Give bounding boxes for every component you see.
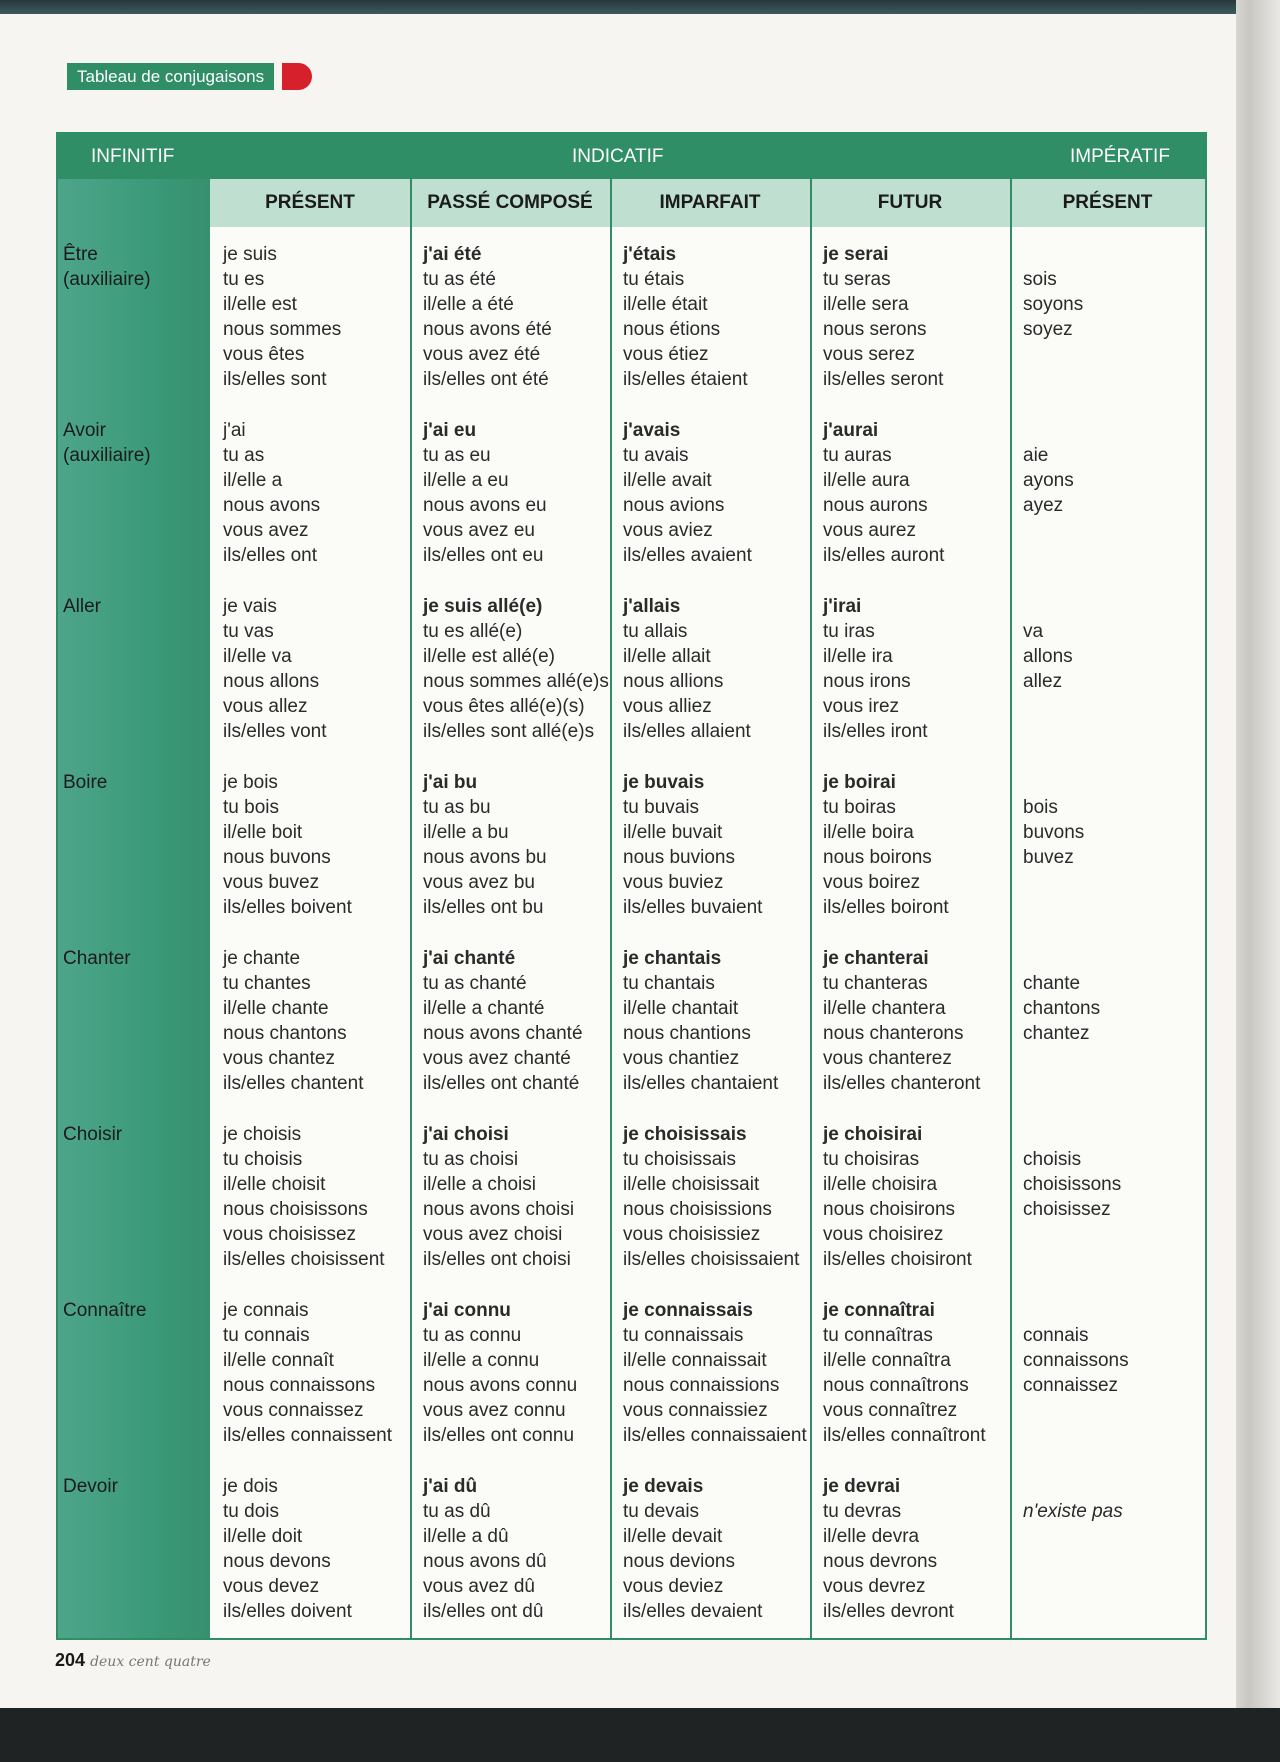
cell-imparfait	[623, 594, 751, 744]
conjugation-form: vous avez été	[423, 344, 541, 365]
verb-infinitive: Choisir	[63, 1124, 123, 1145]
conjugation-form: aie	[1023, 445, 1049, 466]
conjugation-form: il/elle choisissait	[623, 1174, 760, 1195]
verb-infinitive: Avoir (auxiliaire)	[63, 420, 151, 466]
page-number: 204	[55, 1650, 86, 1670]
conjugation-form: nous devons	[223, 1551, 331, 1572]
conjugation-form: ils/elles choisissent	[223, 1249, 385, 1270]
conjugation-form: il/elle boit	[223, 822, 303, 843]
conjugation-form: ils/elles connaissaient	[623, 1425, 807, 1446]
subheader-futur: FUTUR	[877, 192, 943, 213]
conjugation-form: bois	[1023, 797, 1058, 818]
conjugation-form: il/elle était	[623, 294, 708, 315]
conjugation-form: nous devions	[623, 1551, 735, 1572]
cell-present	[223, 1122, 385, 1272]
conjugation-form: il/elle a	[223, 470, 283, 491]
conjugation-form: ils/elles chantent	[223, 1073, 364, 1094]
conjugation-form: je bois	[223, 772, 278, 793]
conjugation-form: ils/elles iront	[823, 721, 928, 742]
conjugation-form: j'irai	[823, 596, 862, 617]
conjugation-form: vous aviez	[623, 520, 713, 541]
conjugation-form: je devais	[623, 1476, 704, 1497]
cell-imperatif	[1023, 619, 1073, 694]
cell-imparfait	[623, 1298, 807, 1448]
conjugation-form: soyons	[1023, 294, 1084, 315]
section-tab-label: Tableau de conjugaisons	[67, 63, 274, 90]
conjugation-form: nous avons	[223, 495, 321, 516]
conjugation-form: tu as chanté	[423, 973, 527, 994]
conjugation-form: j'ai eu	[423, 420, 477, 441]
top-print-band	[0, 0, 1280, 14]
conjugation-form: ils/elles ont eu	[423, 545, 544, 566]
page-folio	[55, 1650, 211, 1671]
conjugation-form: ils/elles sont allé(e)s	[423, 721, 595, 742]
cell-present	[223, 242, 341, 392]
cell-imparfait	[623, 418, 752, 568]
conjugation-form: tu chanteras	[823, 973, 928, 994]
header-indicatif: INDICATIF	[572, 146, 664, 167]
conjugation-form: ils/elles ont été	[423, 369, 549, 390]
conjugation-form: vous avez eu	[423, 520, 535, 541]
conjugation-form: nous devrons	[823, 1551, 938, 1572]
conjugation-form: nous chantons	[223, 1023, 347, 1044]
cell-passe-compose	[423, 418, 547, 568]
conjugation-form: j'ai chanté	[423, 948, 516, 969]
conjugation-form: vous avez chanté	[423, 1048, 571, 1069]
conjugation-form: ils/elles ont choisi	[423, 1249, 571, 1270]
conjugation-form: vous boirez	[823, 872, 921, 893]
cell-futur	[823, 1474, 954, 1624]
conjugation-form: j'aurai	[823, 420, 879, 441]
conjugation-form: ils/elles ont bu	[423, 897, 544, 918]
page-number-words: deux cent quatre	[90, 1654, 211, 1670]
cell-imperatif	[1023, 971, 1100, 1046]
conjugation-form: vous avez connu	[423, 1400, 566, 1421]
conjugation-form: il/elle a chanté	[423, 998, 545, 1019]
conjugation-form: allez	[1023, 671, 1063, 692]
cell-imperatif	[1023, 1323, 1129, 1398]
conjugation-form: vous alliez	[623, 696, 712, 717]
conjugation-form: ils/elles sont	[223, 369, 327, 390]
conjugation-form: il/elle choisira	[823, 1174, 938, 1195]
conjugation-form: nous avons été	[423, 319, 552, 340]
conjugation-form: il/elle chante	[223, 998, 329, 1019]
conjugation-form: il/elle choisit	[223, 1174, 326, 1195]
conjugation-form: ils/elles chantaient	[623, 1073, 779, 1094]
conjugation-form: je connaissais	[623, 1300, 753, 1321]
conjugation-form: choisissons	[1023, 1174, 1122, 1195]
conjugation-form: vous serez	[823, 344, 915, 365]
subheader-imparfait: IMPARFAIT	[659, 192, 761, 213]
column-divider	[410, 179, 412, 1638]
conjugation-form: j'ai bu	[423, 772, 478, 793]
verb-infinitive: Connaître	[63, 1300, 147, 1321]
conjugation-form: vous connaissiez	[623, 1400, 768, 1421]
conjugation-form: tu dois	[223, 1501, 279, 1522]
subheader-imperatif-present: PRÉSENT	[1062, 192, 1153, 213]
conjugation-form: vous êtes allé(e)(s)	[423, 696, 585, 717]
cell-imparfait	[623, 1474, 762, 1624]
conjugation-form: vous avez choisi	[423, 1224, 563, 1245]
column-divider	[810, 179, 812, 1638]
conjugation-form: vous connaîtrez	[823, 1400, 958, 1421]
conjugation-form: il/elle doit	[223, 1526, 303, 1547]
conjugation-form: connais	[1023, 1325, 1089, 1346]
conjugation-form: nous connaissions	[623, 1375, 780, 1396]
conjugation-form: tu es	[223, 269, 265, 290]
conjugation-form: nous avions	[623, 495, 725, 516]
conjugation-form: vous devrez	[823, 1576, 926, 1597]
conjugation-form: nous sommes	[223, 319, 342, 340]
conjugation-form: nous connaîtrons	[823, 1375, 969, 1396]
cell-imparfait	[623, 946, 778, 1096]
conjugation-form: vous étiez	[623, 344, 709, 365]
conjugation-form: va	[1023, 621, 1044, 642]
conjugation-form: il/elle chantait	[623, 998, 739, 1019]
conjugation-form: nous aurons	[823, 495, 928, 516]
cell-futur	[823, 242, 943, 392]
conjugation-table	[56, 132, 1207, 1640]
conjugation-form: je vais	[223, 596, 277, 617]
conjugation-form: ils/elles auront	[823, 545, 945, 566]
conjugation-form: il/elle buvait	[623, 822, 723, 843]
conjugation-form: tu as	[223, 445, 265, 466]
page-gutter	[1236, 0, 1280, 1762]
verb-infinitive: Devoir	[63, 1476, 118, 1497]
conjugation-form: tu iras	[823, 621, 875, 642]
conjugation-form: vous choisissez	[223, 1224, 357, 1245]
conjugation-form: ils/elles boiront	[823, 897, 949, 918]
conjugation-form: ayons	[1023, 470, 1074, 491]
conjugation-form: je devrai	[823, 1476, 901, 1497]
verb-infinitive: Aller	[63, 596, 102, 617]
conjugation-form: il/elle est	[223, 294, 297, 315]
conjugation-form: tu avais	[623, 445, 689, 466]
conjugation-form: vous choisissiez	[623, 1224, 761, 1245]
conjugation-form: je buvais	[623, 772, 705, 793]
conjugation-form: il/elle a bu	[423, 822, 509, 843]
conjugation-form: je connaîtrai	[823, 1300, 935, 1321]
conjugation-form: il/elle a choisi	[423, 1174, 536, 1195]
cell-present	[223, 1474, 352, 1624]
verb-infinitive: Boire	[63, 772, 108, 793]
verb-infinitive: Être (auxiliaire)	[63, 244, 151, 290]
conjugation-form: chantons	[1023, 998, 1101, 1019]
conjugation-form: vous buviez	[623, 872, 724, 893]
cell-futur	[823, 418, 944, 568]
cell-present	[223, 946, 363, 1096]
conjugation-form: buvez	[1023, 847, 1074, 868]
conjugation-form: je chante	[223, 948, 301, 969]
conjugation-form: il/elle devait	[623, 1526, 723, 1547]
conjugation-form: nous choisissons	[223, 1199, 368, 1220]
conjugation-form: nous chanterons	[823, 1023, 964, 1044]
conjugation-form: il/elle va	[223, 646, 292, 667]
cell-present	[223, 1298, 392, 1448]
conjugation-form: ils/elles connaissent	[223, 1425, 392, 1446]
table-header-top	[58, 134, 1205, 179]
conjugation-form: il/elle boira	[823, 822, 914, 843]
conjugation-form: vous devez	[223, 1576, 320, 1597]
conjugation-form: tu as dû	[423, 1501, 491, 1522]
conjugation-form: je connais	[223, 1300, 309, 1321]
conjugation-form: il/elle ira	[823, 646, 893, 667]
conjugation-form: nous choisirons	[823, 1199, 956, 1220]
conjugation-form: il/elle a dû	[423, 1526, 509, 1547]
conjugation-form: n'existe pas	[1023, 1501, 1123, 1522]
verb-infinitive: Chanter	[63, 948, 131, 969]
infinitive-column	[58, 179, 210, 1638]
conjugation-form: tu choisiras	[823, 1149, 920, 1170]
conjugation-form: connaissez	[1023, 1375, 1119, 1396]
conjugation-form: nous serons	[823, 319, 927, 340]
cell-imparfait	[623, 242, 748, 392]
cell-imparfait	[623, 770, 762, 920]
conjugation-form: nous allons	[223, 671, 320, 692]
cell-passe-compose	[423, 242, 552, 392]
conjugation-form: tu as connu	[423, 1325, 522, 1346]
conjugation-form: vous avez dû	[423, 1576, 535, 1597]
conjugation-form: je chantais	[623, 948, 722, 969]
conjugation-form: il/elle connaissait	[623, 1350, 767, 1371]
conjugation-form: vous connaissez	[223, 1400, 364, 1421]
conjugation-form: vous irez	[823, 696, 900, 717]
conjugation-form: il/elle avait	[623, 470, 712, 491]
cell-futur	[823, 1122, 972, 1272]
conjugation-form: je dois	[223, 1476, 278, 1497]
cell-imparfait	[623, 1122, 799, 1272]
conjugation-form: allons	[1023, 646, 1073, 667]
conjugation-form: nous sommes allé(e)s	[423, 671, 609, 692]
conjugation-form: tu as choisi	[423, 1149, 519, 1170]
conjugation-form: vous allez	[223, 696, 308, 717]
conjugation-form: ils/elles étaient	[623, 369, 748, 390]
cell-present	[223, 418, 320, 568]
conjugation-form: tu connaissais	[623, 1325, 744, 1346]
conjugation-form: je choisirai	[823, 1124, 923, 1145]
conjugation-form: nous chantions	[623, 1023, 751, 1044]
conjugation-form: tu as bu	[423, 797, 491, 818]
cell-passe-compose	[423, 1474, 547, 1624]
conjugation-form: tu buvais	[623, 797, 700, 818]
subheader-passe-compose: PASSÉ COMPOSÉ	[427, 192, 593, 213]
conjugation-form: j'ai	[223, 420, 246, 441]
conjugation-form: ils/elles devaient	[623, 1601, 763, 1622]
conjugation-form: buvons	[1023, 822, 1085, 843]
table-header-sub	[58, 179, 1205, 227]
conjugation-form: tu chantes	[223, 973, 311, 994]
conjugation-form: tu allais	[623, 621, 688, 642]
conjugation-form: nous irons	[823, 671, 911, 692]
cell-passe-compose	[423, 594, 609, 744]
cell-present	[223, 770, 352, 920]
conjugation-form: tu as été	[423, 269, 496, 290]
conjugation-form: tu seras	[823, 269, 891, 290]
conjugation-form: ils/elles chanteront	[823, 1073, 981, 1094]
subheader-present: PRÉSENT	[265, 192, 355, 213]
conjugation-form: je suis allé(e)	[423, 596, 543, 617]
conjugation-form: il/elle a connu	[423, 1350, 540, 1371]
conjugation-form: nous connaissons	[223, 1375, 376, 1396]
conjugation-form: vous êtes	[223, 344, 305, 365]
conjugation-form: choisis	[1023, 1149, 1082, 1170]
conjugation-form: tu choisissais	[623, 1149, 736, 1170]
conjugation-form: j'ai été	[423, 244, 482, 265]
conjugation-form: nous buvions	[623, 847, 735, 868]
conjugation-form: j'ai connu	[423, 1300, 511, 1321]
conjugation-form: ils/elles doivent	[223, 1601, 352, 1622]
conjugation-form: nous buvons	[223, 847, 331, 868]
conjugation-form: ils/elles ont	[223, 545, 317, 566]
conjugation-form: je choisissais	[623, 1124, 747, 1145]
conjugation-form: ils/elles choisiront	[823, 1249, 972, 1270]
conjugation-form: vous chanterez	[823, 1048, 952, 1069]
conjugation-form: je chanterai	[823, 948, 929, 969]
conjugation-form: tu as eu	[423, 445, 491, 466]
conjugation-form: ils/elles boivent	[223, 897, 352, 918]
conjugation-form: ils/elles ont chanté	[423, 1073, 580, 1094]
conjugation-form: ils/elles allaient	[623, 721, 751, 742]
conjugation-form: il/elle est allé(e)	[423, 646, 555, 667]
column-divider	[1010, 179, 1012, 1638]
conjugation-form: nous avons connu	[423, 1375, 578, 1396]
header-imperatif: IMPÉRATIF	[1070, 146, 1170, 167]
conjugation-form: ils/elles buvaient	[623, 897, 763, 918]
conjugation-form: ils/elles choisissaient	[623, 1249, 800, 1270]
conjugation-form: vous deviez	[623, 1576, 724, 1597]
conjugation-form: chantez	[1023, 1023, 1090, 1044]
conjugation-form: nous avons dû	[423, 1551, 547, 1572]
cell-passe-compose	[423, 770, 547, 920]
conjugation-form: j'ai choisi	[423, 1124, 509, 1145]
conjugation-form: il/elle a eu	[423, 470, 509, 491]
conjugation-form: nous avons chanté	[423, 1023, 583, 1044]
conjugation-form: tu chantais	[623, 973, 715, 994]
conjugation-form: il/elle connaît	[223, 1350, 334, 1371]
conjugation-form: nous avons eu	[423, 495, 547, 516]
cell-present	[223, 594, 327, 744]
conjugation-form: ils/elles ont dû	[423, 1601, 544, 1622]
conjugation-form: vous aurez	[823, 520, 916, 541]
conjugation-form: il/elle chantera	[823, 998, 946, 1019]
bottom-print-band	[0, 1708, 1280, 1762]
conjugation-form: tu connaîtras	[823, 1325, 933, 1346]
conjugation-form: chante	[1023, 973, 1081, 994]
conjugation-form: je suis	[223, 244, 277, 265]
cell-imperatif	[1023, 443, 1074, 518]
conjugation-form: vous choisirez	[823, 1224, 944, 1245]
conjugation-form: ils/elles connaîtront	[823, 1425, 986, 1446]
cell-futur	[823, 946, 980, 1096]
cell-futur	[823, 594, 928, 744]
conjugation-form: ils/elles seront	[823, 369, 944, 390]
cell-imperatif	[1023, 1499, 1123, 1524]
conjugation-form: ils/elles ont connu	[423, 1425, 575, 1446]
cell-imperatif	[1023, 267, 1083, 342]
conjugation-form: vous chantez	[223, 1048, 335, 1069]
cell-futur	[823, 1298, 986, 1448]
conjugation-form: tu connais	[223, 1325, 310, 1346]
section-tab-marker	[282, 63, 312, 90]
conjugation-form: tu es allé(e)	[423, 621, 523, 642]
conjugation-form: tu choisis	[223, 1149, 303, 1170]
conjugation-form: soyez	[1023, 319, 1073, 340]
conjugation-form: vous buvez	[223, 872, 320, 893]
conjugation-form: tu bois	[223, 797, 279, 818]
conjugation-form: vous avez	[223, 520, 309, 541]
conjugation-form: il/elle a été	[423, 294, 514, 315]
conjugation-form: tu auras	[823, 445, 892, 466]
conjugation-form: connaissons	[1023, 1350, 1129, 1371]
conjugation-form: ils/elles vont	[223, 721, 327, 742]
conjugation-form: nous étions	[623, 319, 721, 340]
conjugation-form: il/elle connaîtra	[823, 1350, 951, 1371]
conjugation-form: nous choisissions	[623, 1199, 772, 1220]
column-divider	[610, 179, 612, 1638]
conjugation-form: tu étais	[623, 269, 685, 290]
conjugation-form: ils/elles avaient	[623, 545, 752, 566]
conjugation-form: choisissez	[1023, 1199, 1111, 1220]
conjugation-form: vous chantiez	[623, 1048, 740, 1069]
conjugation-form: je boirai	[823, 772, 896, 793]
cell-imperatif	[1023, 795, 1084, 870]
conjugation-form: nous avons choisi	[423, 1199, 575, 1220]
conjugation-form: j'allais	[623, 596, 681, 617]
cell-passe-compose	[423, 946, 583, 1096]
conjugation-form: il/elle devra	[823, 1526, 920, 1547]
cell-imperatif	[1023, 1147, 1121, 1222]
cell-passe-compose	[423, 1122, 574, 1272]
conjugation-form: sois	[1023, 269, 1057, 290]
conjugation-form: je serai	[823, 244, 889, 265]
conjugation-form: tu devais	[623, 1501, 700, 1522]
conjugation-form: il/elle sera	[823, 294, 909, 315]
conjugation-form: je choisis	[223, 1124, 302, 1145]
cell-passe-compose	[423, 1298, 577, 1448]
conjugation-form: j'avais	[623, 420, 681, 441]
conjugation-form: vous avez bu	[423, 872, 535, 893]
conjugation-form: nous avons bu	[423, 847, 547, 868]
conjugation-form: j'étais	[623, 244, 677, 265]
cell-futur	[823, 770, 949, 920]
conjugation-form: j'ai dû	[423, 1476, 478, 1497]
header-infinitif: INFINITIF	[91, 146, 175, 167]
conjugation-form: ils/elles devront	[823, 1601, 954, 1622]
conjugation-form: ayez	[1023, 495, 1064, 516]
conjugation-form: tu vas	[223, 621, 274, 642]
conjugation-form: nous allions	[623, 671, 724, 692]
conjugation-form: nous boirons	[823, 847, 932, 868]
conjugation-form: tu boiras	[823, 797, 896, 818]
conjugation-form: tu devras	[823, 1501, 902, 1522]
conjugation-form: il/elle aura	[823, 470, 910, 491]
conjugation-form: il/elle allait	[623, 646, 711, 667]
